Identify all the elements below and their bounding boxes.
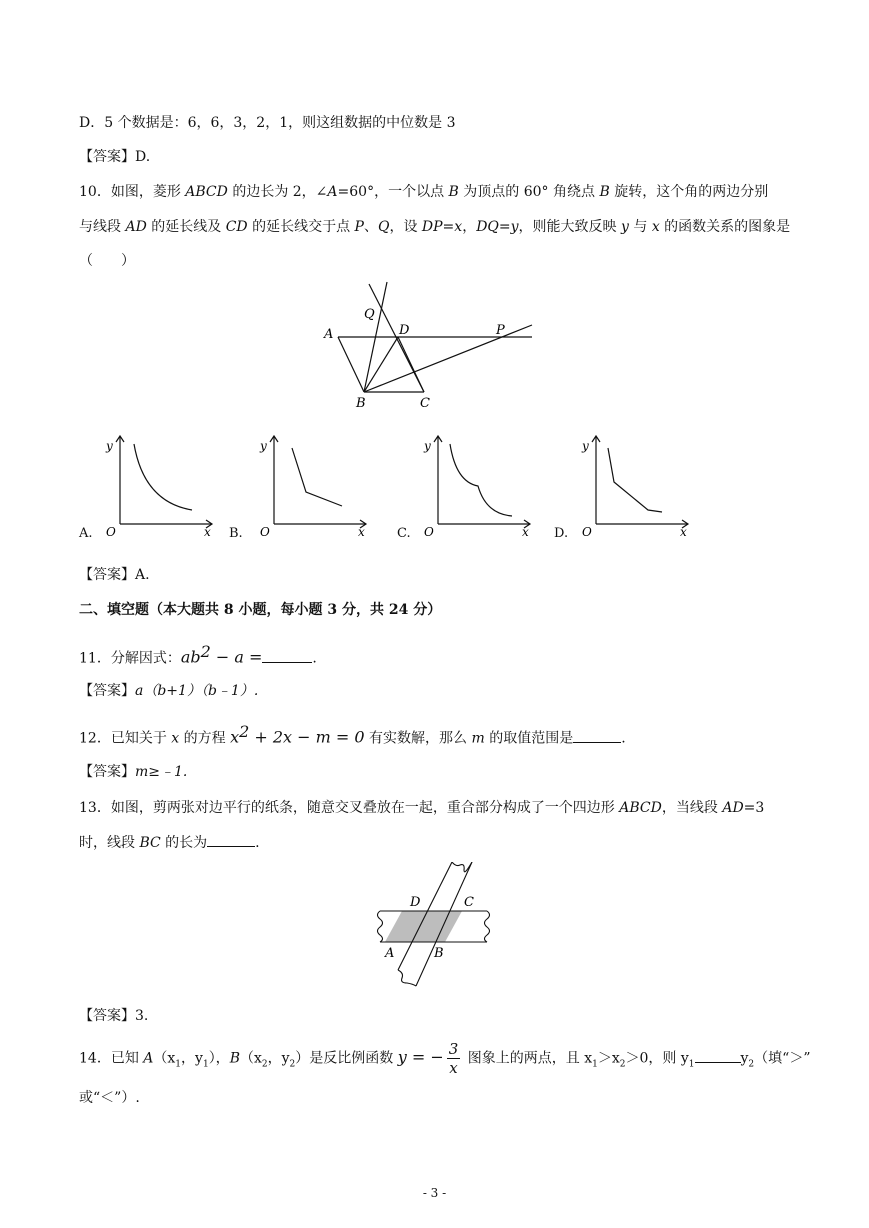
option-label-a: A.	[79, 526, 93, 541]
svg-text:y: y	[582, 439, 589, 453]
label-d: D	[410, 895, 421, 910]
q11-question: 11．分解因式：$ab^2 - a$ = .	[79, 642, 317, 667]
q10-line1: 10．如图，菱形 ABCD 的边长为 2，∠A=60°，一个以点 B 为顶点的 60° 角绕点 B 旋转，这个角的两边分别	[79, 184, 769, 200]
q9-option-d: D．5 个数据是：6，6，3，2，1，则这组数据的中位数是 3	[79, 115, 456, 131]
svg-text:O: O	[260, 525, 270, 539]
option-label-d: D.	[554, 526, 569, 541]
graph-option-b	[256, 432, 376, 542]
label-a: A	[385, 946, 395, 961]
label-c: C	[420, 396, 430, 410]
q13-answer: 【答案】3.	[79, 1008, 149, 1024]
label-a: A	[324, 327, 334, 342]
svg-text:x: x	[358, 525, 365, 539]
q13-line2: 时，线段 BC 的长为 .	[79, 832, 260, 853]
svg-text:x: x	[204, 525, 211, 539]
q9-answer: 【答案】D.	[79, 149, 151, 165]
label-c: C	[464, 895, 474, 910]
q12-blank	[573, 728, 621, 743]
graph-option-d	[576, 432, 696, 542]
q14-line1: 14．已知 $A(x_1$，$y_1$），$B(x_2$，$y_2$）是反比例函数 y = − $\frac{3}{x}$ 图象上的两点，且 $x_1>x_2>0$，则 $y_1$ $y_2$（填“＞”	[79, 1040, 811, 1077]
svg-text:x: x	[522, 525, 529, 539]
svg-text:y: y	[260, 439, 267, 453]
label-b: B	[356, 396, 366, 410]
q14-line2: 或“＜”）.	[79, 1090, 140, 1106]
q10-answer: 【答案】A.	[79, 567, 150, 583]
option-label-c: C.	[397, 526, 411, 541]
label-p: P	[496, 323, 505, 338]
q10-rhombus-figure	[320, 280, 540, 410]
q13-blank	[207, 832, 255, 847]
label-d: D	[399, 323, 410, 338]
q14-blank	[695, 1048, 741, 1063]
svg-text:O: O	[424, 525, 434, 539]
svg-text:x: x	[680, 525, 687, 539]
option-label-b: B.	[229, 526, 243, 541]
q11-blank	[262, 648, 312, 663]
svg-text:O: O	[582, 525, 592, 539]
page-number: - 3 -	[422, 1186, 447, 1200]
section-title: 二、填空题（本大题共 8 小题，每小题 3 分，共 24 分）	[79, 602, 442, 618]
graph-option-a	[96, 432, 216, 542]
q12-question: 12．已知关于 x 的方程 $x^2 + 2x - m = 0$ 有实数解，那么 m 的取值范围是 .	[79, 722, 626, 747]
svg-text:y: y	[106, 439, 113, 453]
q10-paren: （ ）	[79, 253, 135, 269]
q13-strips-figure	[372, 862, 502, 992]
q12-answer: 【答案】m≥﹣1.	[79, 764, 188, 780]
svg-text:y: y	[424, 439, 431, 453]
fraction: $\frac{3}{x}$	[448, 1040, 459, 1077]
q13-line1: 13．如图，剪两张对边平行的纸条，随意交叉叠放在一起，重合部分构成了一个四边形 ABCD，当线段 AD=3	[79, 800, 765, 816]
q11-answer: 【答案】a（b+1）（b﹣1）.	[79, 683, 259, 699]
label-q: Q	[364, 307, 375, 322]
label-b: B	[434, 946, 444, 961]
q10-line2: 与线段 AD 的延长线及 CD 的延长线交于点 P、Q，设 DP=x，DQ=y，则能大致反映 y 与 x 的函数关系的图象是	[79, 219, 791, 235]
graph-option-c	[420, 432, 540, 542]
svg-text:O: O	[106, 525, 116, 539]
